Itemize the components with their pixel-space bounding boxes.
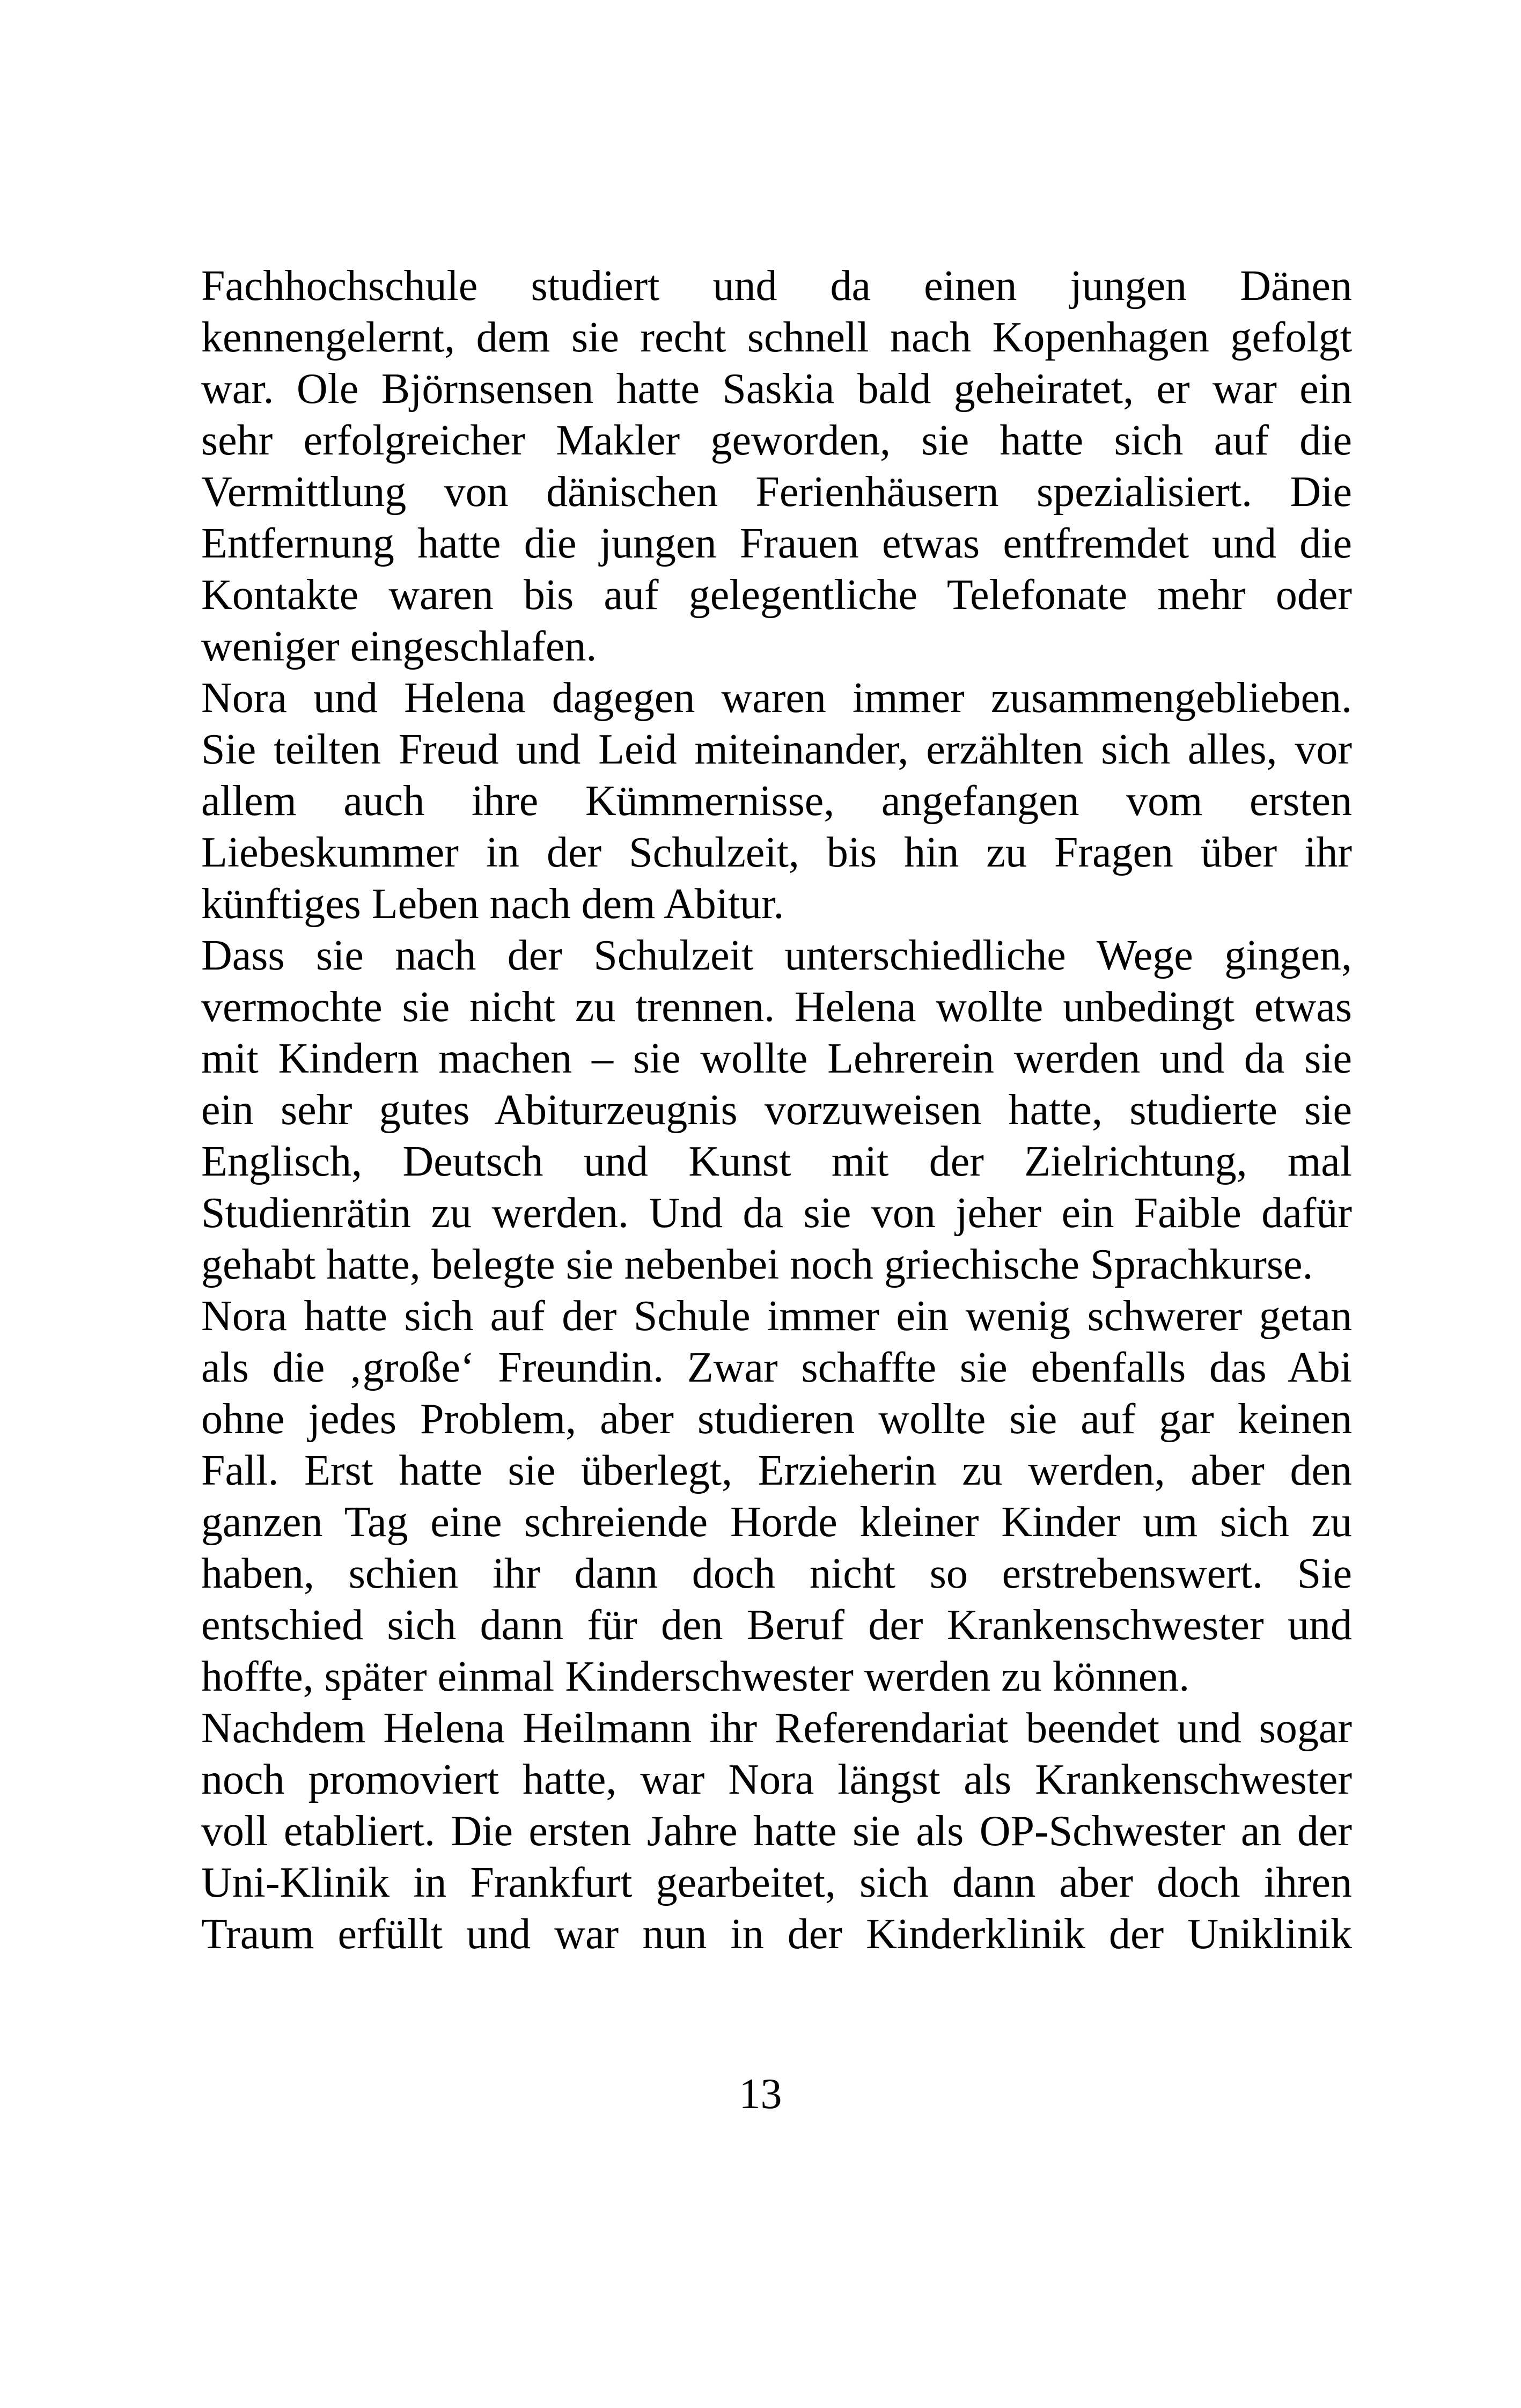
text-line: mit Kindern machen – sie wollte Lehrerein werden und da sie — [201, 1035, 1352, 1082]
text-line: künftiges Leben nach dem Abitur. — [201, 880, 784, 928]
text-line: voll etabliert. Die ersten Jahre hatte sie als OP-Schwester an der — [201, 1808, 1352, 1855]
text-line: entschied sich dann für den Beruf der Krankenschwester und — [201, 1602, 1352, 1649]
text-line: Traum erfüllt und war nun in der Kinderklinik der Uniklinik — [201, 1911, 1352, 1958]
paragraph — [201, 1290, 1352, 1702]
text-line: Liebeskummer in der Schulzeit, bis hin zu Fragen über ihr — [201, 829, 1352, 876]
text-line: ohne jedes Problem, aber studieren wollte sie auf gar keinen — [201, 1396, 1352, 1443]
text-line: Vermittlung von dänischen Ferienhäusern spezialisiert. Die — [201, 468, 1352, 516]
text-line: weniger eingeschlafen. — [201, 623, 597, 670]
text-line: Fall. Erst hatte sie überlegt, Erzieherin zu werden, aber den — [201, 1447, 1352, 1494]
text-line: Nora hatte sich auf der Schule immer ein wenig schwerer getan — [201, 1293, 1352, 1340]
text-line: Dass sie nach der Schulzeit unterschiedliche Wege gingen, — [201, 932, 1352, 979]
text-line: Uni-Klinik in Frankfurt gearbeitet, sich dann aber doch ihren — [201, 1859, 1352, 1906]
text-line: Studienrätin zu werden. Und da sie von jeher ein Faible dafür — [201, 1190, 1352, 1237]
text-line: Nachdem Helena Heilmann ihr Referendariat beendet und sogar — [201, 1705, 1352, 1752]
text-line: Kontakte waren bis auf gelegentliche Telefonate mehr oder — [201, 571, 1352, 619]
text-line: Entfernung hatte die jungen Frauen etwas entfremdet und die — [201, 520, 1352, 567]
text-line: Sie teilten Freud und Leid miteinander, erzählten sich alles, vor — [201, 726, 1352, 773]
text-line: Englisch, Deutsch und Kunst mit der Zielrichtung, mal — [201, 1138, 1352, 1185]
text-line: Nora und Helena dagegen waren immer zusammengeblieben. — [201, 674, 1352, 722]
paragraph — [201, 672, 1352, 930]
body-text — [201, 260, 1352, 1960]
text-line: sehr erfolgreicher Makler geworden, sie hatte sich auf die — [201, 417, 1352, 464]
text-line: vermochte sie nicht zu trennen. Helena wollte unbedingt etwas — [201, 983, 1352, 1031]
paragraph — [201, 1702, 1352, 1960]
text-line: gehabt hatte, belegte sie nebenbei noch griechische Sprachkurse. — [201, 1241, 1313, 1288]
text-line: war. Ole Björnsensen hatte Saskia bald geheiratet, er war ein — [201, 365, 1352, 413]
text-line: haben, schien ihr dann doch nicht so erstrebenswert. Sie — [201, 1550, 1352, 1597]
text-line: ein sehr gutes Abiturzeugnis vorzuweisen hatte, studierte sie — [201, 1086, 1352, 1134]
text-line: Fachhochschule studiert und da einen jungen Dänen — [201, 262, 1352, 310]
paragraph — [201, 260, 1352, 672]
text-line: allem auch ihre Kümmernisse, angefangen vom ersten — [201, 777, 1352, 825]
page-number: 13 — [739, 2071, 782, 2118]
text-line: noch promoviert hatte, war Nora längst als Krankenschwester — [201, 1756, 1352, 1803]
text-line: ganzen Tag eine schreiende Horde kleiner Kinder um sich zu — [201, 1499, 1352, 1546]
text-line: hoffte, später einmal Kinderschwester werden zu können. — [201, 1653, 1190, 1700]
paragraph — [201, 930, 1352, 1290]
text-line: als die ‚große‘ Freundin. Zwar schaffte sie ebenfalls das Abi — [201, 1344, 1352, 1391]
text-line: kennengelernt, dem sie recht schnell nach Kopenhagen gefolgt — [201, 314, 1352, 361]
